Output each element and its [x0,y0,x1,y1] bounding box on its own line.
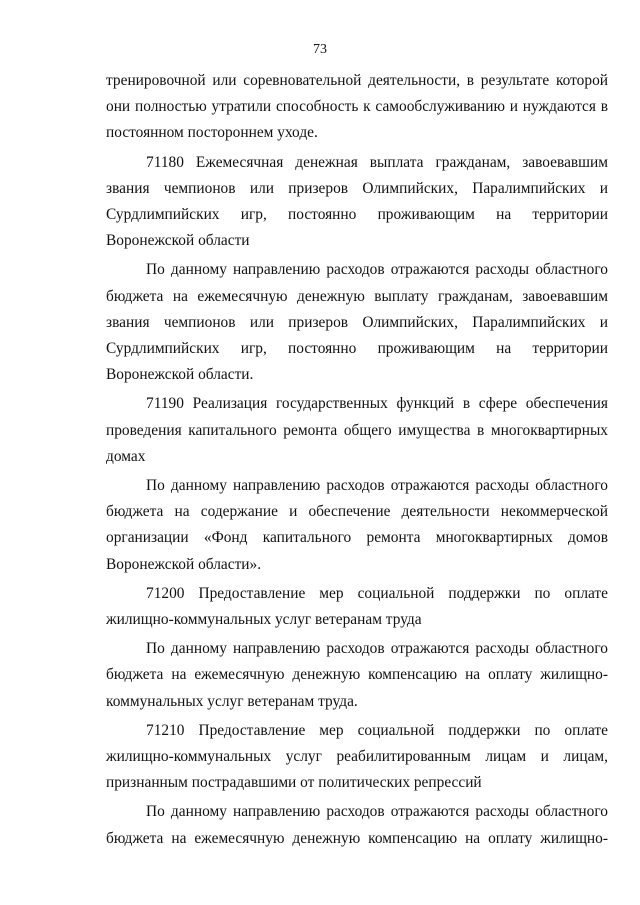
page-number: 73 [313,42,327,57]
paragraph-71210-description: По данному направлению расходов отражаются расходы областного бюджета на ежемесячную денежную компенсацию на оплату жилищно- [106,803,608,847]
paragraph-71180-description: По данному направлению расходов отражаются расходы областного бюджета на ежемесячную денежную выплату гражданам, завоевавшим звания чемпионов или призеров Олимпийских, Паралимпийских и Сурдлимпийских игр, постоянно проживающим на территории Воронежской области. [106,261,608,384]
section-heading-71210: 71210 Предоставление мер социальной поддержки по оплате жилищно-коммунальных услуг реабилитированным лицам и лицам, признанным пострадавшими от политических репрессий [106,721,608,792]
section-heading-71190: 71190 Реализация государственных функций в сфере обеспечения проведения капитального ремонта общего имущества в многоквартирных домах [106,395,608,465]
paragraph-continuation: тренировочной или соревновательной деятельности, в результате которой они полностью утратили способность к самообслуживанию и нуждаются в постоянном постороннем уходе. [106,72,608,142]
paragraph-71200-description: По данному направлению расходов отражаются расходы областного бюджета на ежемесячную денежную компенсацию на оплату жилищно-коммунальных услуг ветеранам труда. [106,640,608,710]
section-heading-71200: 71200 Предоставление мер социальной поддержки по оплате жилищно-коммунальных услуг ветеранам труда [106,584,608,629]
paragraph-71190-description: По данному направлению расходов отражаются расходы областного бюджета на содержание и обеспечение деятельности некоммерческой организации «Фонд капитального ремонта многоквартирных домов Воронежской области». [106,477,608,573]
section-heading-71180: 71180 Ежемесячная денежная выплата гражданам, завоевавшим звания чемпионов или призеров Олимпийских, Паралимпийских и Сурдлимпийских игр, постоянно проживающим на территории Воронежской области [106,153,608,250]
document-body [106,68,608,855]
